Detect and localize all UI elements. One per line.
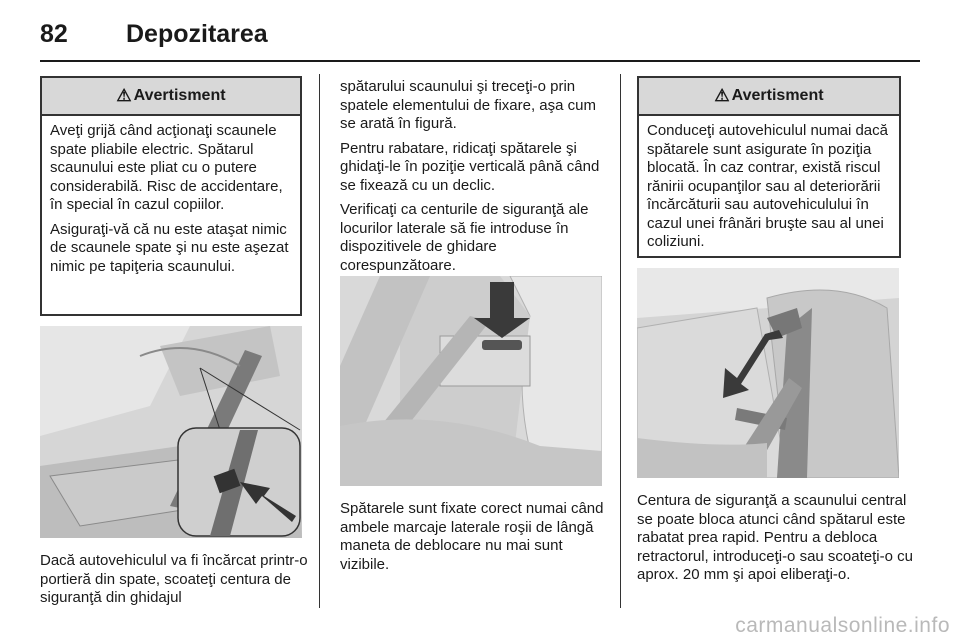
warning-header — [42, 78, 300, 116]
body-text-middle-bottom — [340, 500, 612, 580]
warning-title: Avertisment — [133, 87, 226, 104]
warning-box-left — [40, 76, 302, 316]
column-divider-2 — [620, 74, 621, 608]
body-text-middle — [340, 78, 612, 281]
figure-seatback-release — [340, 276, 602, 486]
body-text-right — [637, 492, 917, 591]
paragraph: Verificaţi ca centurile de siguranţă ale locurilor laterale să fie introduse în dispozitivele de ghidare corespunzătoare. — [340, 201, 589, 274]
warning-triangle-icon: ⚠ — [116, 86, 132, 105]
paragraph: Spătarele sunt fixate corect numai când ambele marcaje laterale roşii de lângă maneta de deblocare nu mai sunt vizibile. — [340, 500, 604, 573]
paragraph: Dacă autovehiculul va fi încărcat printr-o portieră din spate, scoateţi centura de siguranţă din ghidajul — [40, 552, 308, 606]
warning-body — [42, 116, 300, 288]
figure-seatbelt-guide — [40, 326, 302, 538]
warning-body — [639, 116, 899, 264]
warning-header — [639, 78, 899, 116]
chapter-title: Depozitarea — [126, 20, 268, 48]
body-text-left — [40, 552, 310, 614]
warning-paragraph: Aveţi grijă când acţionaţi scaunele spate pliabile electric. Spătarul scaunului este pliat cu o putere considerabilă. Risc de accidentare, în special în cazul copiilor. — [50, 122, 283, 213]
paragraph: Pentru rabatare, ridicaţi spătarele şi ghidaţi-le în poziţie verticală până când se fixează cu un declic. — [340, 139, 600, 194]
page-number: 82 — [40, 20, 68, 48]
column-divider-1 — [319, 74, 320, 608]
paragraph: spătarului scaunului şi treceţi-o prin spatele elementului de fixare, aşa cum se arată în figură. — [340, 78, 596, 132]
warning-title: Avertisment — [731, 87, 824, 104]
page-header — [40, 8, 920, 58]
paragraph: Centura de siguranţă a scaunului central se poate bloca atunci când spătarul este rabatat prea rapid. Pentru a debloca retractorul, introduceţi-o sau scoateţi-o cu aprox. 20 mm şi apoi eliberaţi-o. — [637, 492, 913, 583]
warning-paragraph: Asiguraţi-vă că nu este ataşat nimic de scaunele spate şi nu este aşezat nimic pe tapiţeria scaunului. — [50, 220, 289, 275]
warning-triangle-icon: ⚠ — [714, 86, 730, 105]
warning-box-right — [637, 76, 901, 258]
header-divider — [40, 60, 920, 62]
figure-center-seatbelt — [637, 268, 899, 478]
warning-paragraph: Conduceţi autovehiculul numai dacă spătarele sunt asigurate în poziţia blocată. În caz contrar, există riscul rănirii ocupanţilor sau al deteriorării încărcăturii sau autovehiculului în cazul unei frânări bruşte sau al unei coliziuni. — [647, 122, 888, 250]
watermark: carmanualsonline.info — [735, 614, 950, 637]
